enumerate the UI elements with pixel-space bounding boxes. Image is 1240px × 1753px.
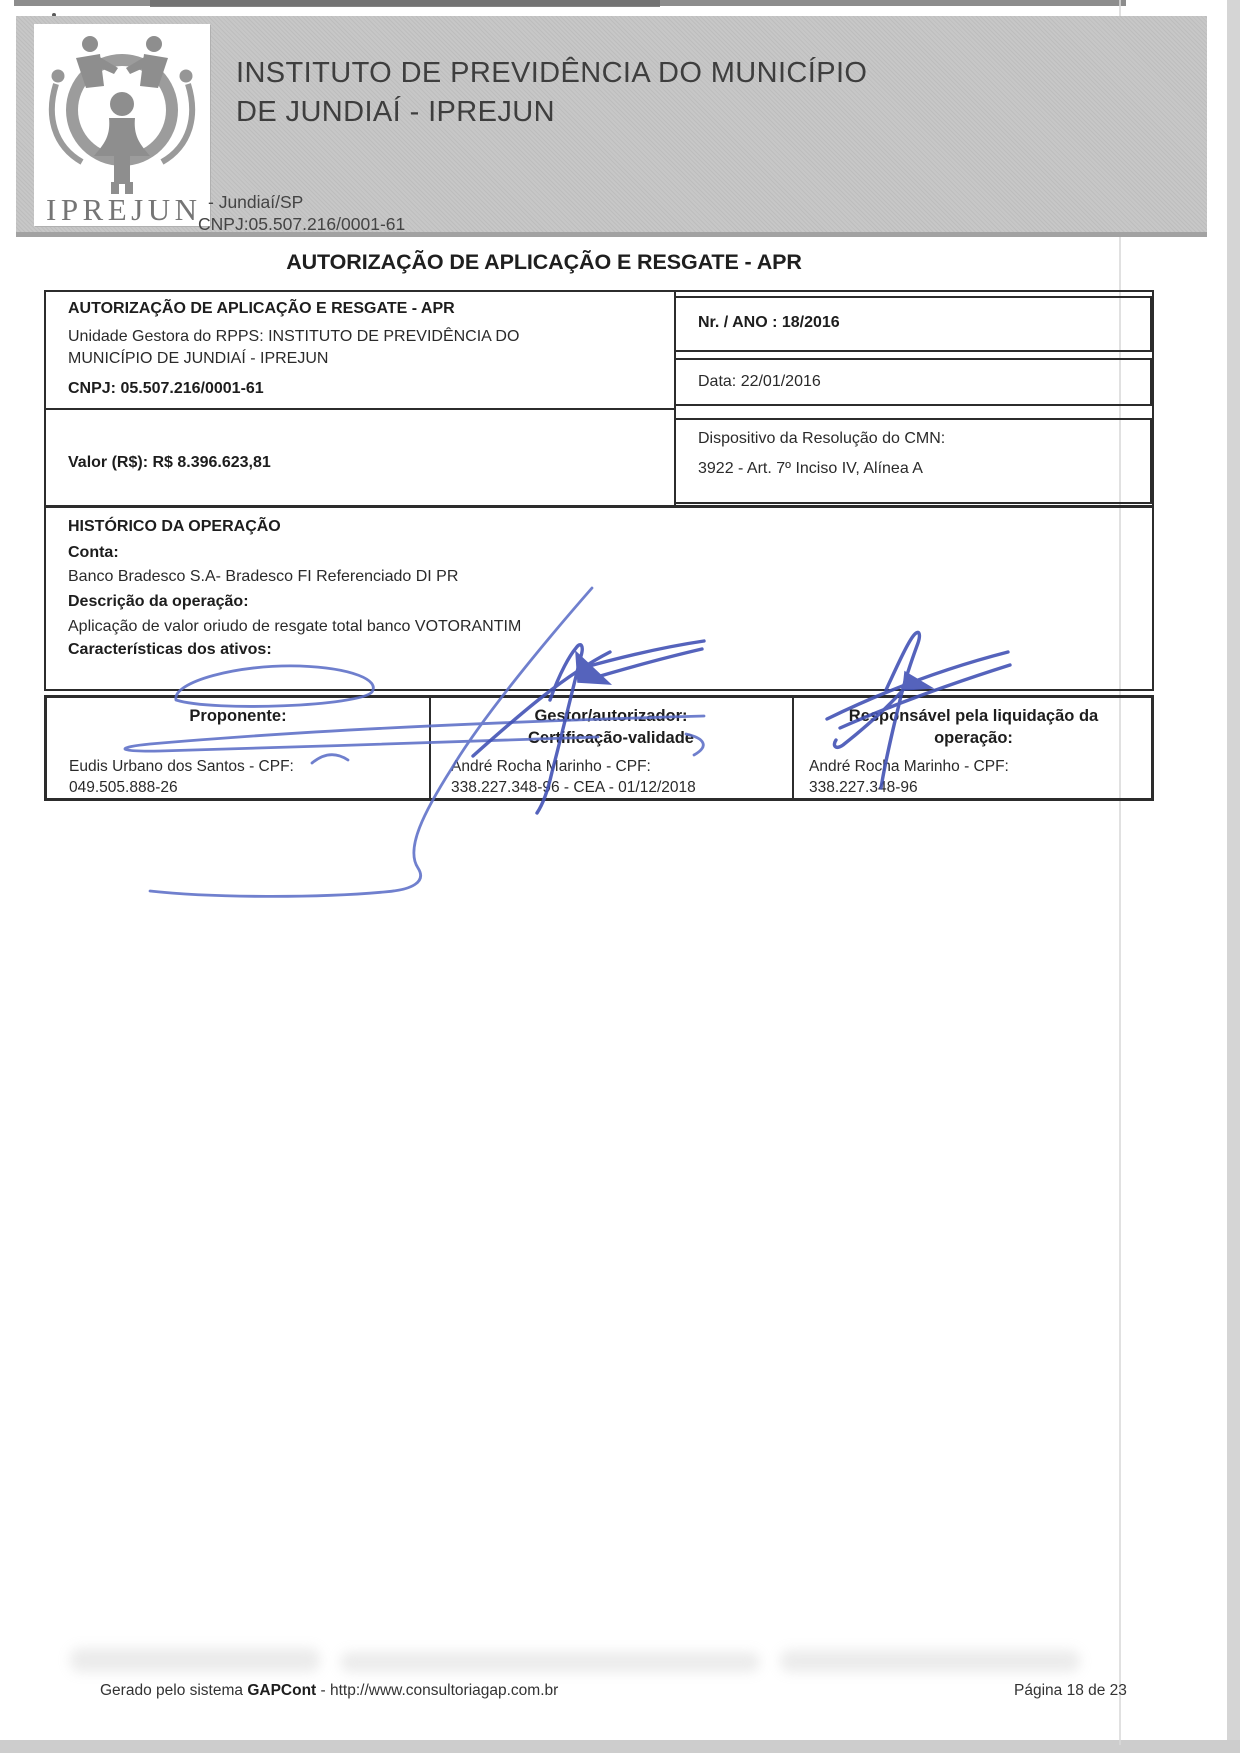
apr-form-table [44,290,1154,691]
scan-edge-top-dark [150,0,660,7]
dispositivo-label: Dispositivo da Resolução do CMN: [698,430,946,447]
org-name-line2: DE JUNDIAÍ - IPREJUN [236,96,555,128]
caracteristicas-label: Características dos ativos: [68,641,272,658]
data-value: Data: 22/01/2016 [698,373,821,390]
historico-title: HISTÓRICO DA OPERAÇÃO [68,518,281,535]
signer-role-proponente: Proponente: [189,707,287,725]
signer-doc: 049.505.888-26 [69,779,178,796]
signer-role-liquidacao [794,705,1153,749]
iprejun-logo [34,24,210,226]
org-name-line1: INSTITUTO DE PREVIDÊNCIA DO MUNICÍPIO [236,57,868,89]
footer-generated-suffix: - http://www.consultoriagap.com.br [316,1682,559,1699]
unidade-gestora: Unidade Gestora do RPPS: INSTITUTO DE PREVIDÊNCIA DO MUNICÍPIO DE JUNDIAÍ - IPREJUN [68,328,520,367]
scan-smudge [340,1652,760,1672]
signer-role-gestor [431,705,791,749]
org-location: - Jundiaí/SP [208,192,304,212]
conta-label: Conta: [68,544,119,561]
descricao-label: Descrição da operação: [68,593,249,610]
scan-smudge [70,1648,320,1672]
org-cnpj: CNPJ:05.507.216/0001-61 [198,214,406,234]
signer-name: André Rocha Marinho - CPF: [451,758,651,775]
signer-role-line1: Gestor/autorizador: [534,707,688,725]
descricao-value: Aplicação de valor oriudo de resgate total banco VOTORANTIM [68,618,522,635]
document-title: AUTORIZAÇÃO DE APLICAÇÃO E RESGATE - APR [286,250,802,274]
signer-role-line1: Responsável pela liquidação da [848,707,1099,725]
data-box [674,358,1152,406]
scan-smudge [780,1650,1080,1672]
valor-value: Valor (R$): R$ 8.396.623,81 [68,454,271,471]
footer-system-name: GAPCont [247,1682,317,1699]
row-divider-full [46,505,1152,508]
logo-text: IPREJUN [46,192,198,226]
signer-role-line2: operação: [934,729,1013,747]
footer-generated-prefix: Gerado pelo sistema [100,1682,248,1699]
dispositivo-box [674,418,1152,504]
scan-edge-bottom [0,1740,1240,1753]
row-divider-left [46,408,676,410]
conta-value: Banco Bradesco S.A- Bradesco FI Referenciado DI PR [68,568,459,585]
dispositivo-value: 3922 - Art. 7º Inciso IV, Alínea A [698,460,923,477]
signer-role-line2: Certificação-validade [528,729,694,747]
nr-ano-value: Nr. / ANO : 18/2016 [698,314,840,331]
footer-generated-by [100,1682,558,1700]
form-apr-title: AUTORIZAÇÃO DE APLICAÇÃO E RESGATE - APR [68,300,455,317]
nr-ano-box [674,296,1152,352]
signer-doc: 338.227.348-96 [809,779,918,796]
footer-page-number: Página 18 de 23 [1014,1682,1127,1699]
scan-fold-line [1119,0,1121,1745]
logo-box [34,24,210,226]
signature-table [44,695,1154,801]
signer-name: André Rocha Marinho - CPF: [809,758,1009,775]
form-cnpj: CNPJ: 05.507.216/0001-61 [68,380,264,397]
signer-doc: 338.227.348-96 - CEA - 01/12/2018 [451,779,696,796]
scan-edge-right [1227,0,1240,1753]
signer-name: Eudis Urbano dos Santos - CPF: [69,758,294,775]
